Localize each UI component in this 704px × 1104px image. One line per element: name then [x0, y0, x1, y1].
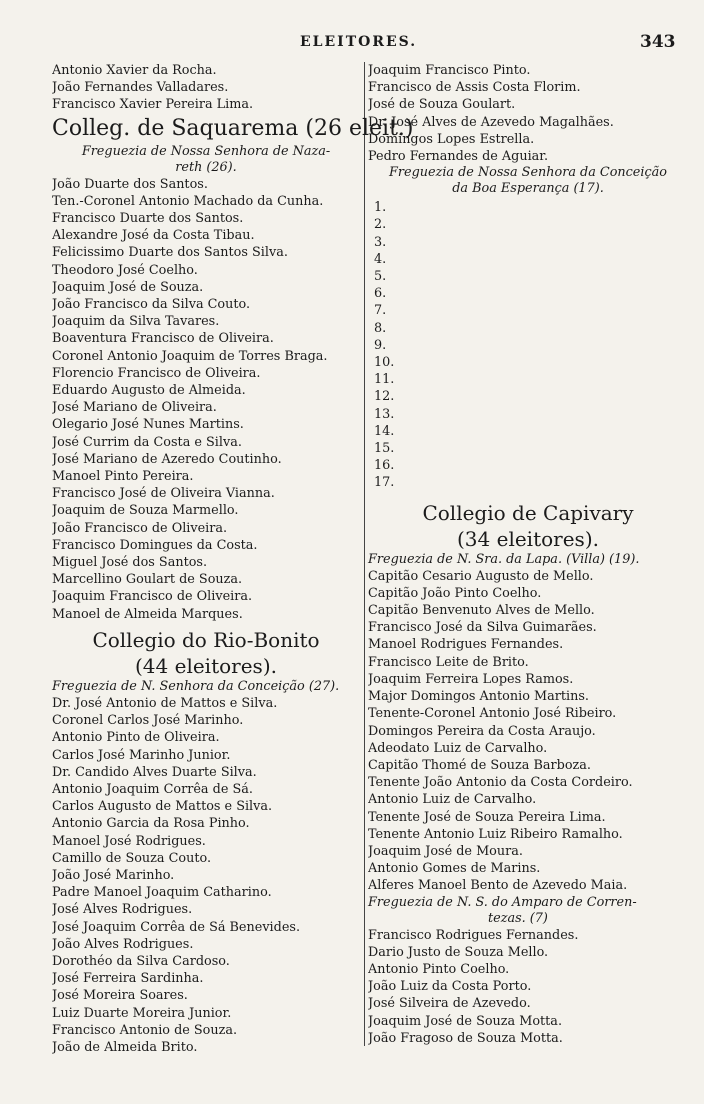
elector-name: Dr. José Alves de Azevedo Magalhães. — [368, 114, 614, 130]
elector-name: Major Domingos Antonio Martins. — [368, 689, 589, 705]
capivary-subtitle: (34 eleitores). — [457, 526, 599, 551]
riobonito-subtitle: (44 eleitores). — [135, 653, 277, 678]
elector-name: Alferes Manoel Bento de Azevedo Maia. — [368, 878, 628, 894]
elector-name: José Silveira de Azevedo. — [368, 996, 531, 1012]
elector-name: Joaquim de Souza Marmello. — [52, 503, 239, 519]
elector-name: Joaquim Francisco de Oliveira. — [52, 589, 253, 605]
running-title: ELEITORES. — [300, 34, 418, 50]
elector-name: Domingos Lopes Estrella. — [368, 131, 535, 147]
elector-name: José Currim da Costa e Silva. — [52, 434, 242, 450]
elector-number: 6. — [374, 286, 387, 302]
elector-name: José Mariano de Oliveira. — [52, 400, 217, 416]
elector-name: Francisco Domingues da Costa. — [52, 537, 258, 553]
elector-name: Miguel José dos Santos. — [52, 555, 208, 571]
right-intro-list — [368, 62, 688, 165]
elector-name: José Alves Rodrigues. — [52, 902, 193, 918]
elector-name: Joaquim José de Moura. — [368, 843, 523, 859]
boaesperanca-freguezia-2: da Boa Esperança (17). — [452, 181, 604, 197]
elector-name: Antonio Gomes de Marins. — [368, 861, 541, 877]
right-column — [368, 62, 688, 1047]
elector-name: Tenente-Coronel Antonio José Ribeiro. — [368, 706, 617, 722]
elector-name: João de Almeida Brito. — [52, 1039, 198, 1055]
correntezas-elector-list — [368, 927, 688, 1047]
elector-number: 8. — [374, 320, 387, 336]
elector-name: João Francisco da Silva Couto. — [52, 297, 251, 313]
elector-name: João Fragoso de Souza Motta. — [368, 1030, 563, 1046]
elector-name: Adeodato Luiz de Carvalho. — [368, 740, 548, 756]
elector-name: Felicissimo Duarte dos Santos Silva. — [52, 245, 288, 261]
riobonito-title: Collegio do Rio-Bonito — [92, 627, 320, 652]
elector-name: Francisco José da Silva Guimarães. — [368, 620, 597, 636]
elector-name: Florencio Francisco de Oliveira. — [52, 365, 261, 381]
elector-name: Boaventura Francisco de Oliveira. — [52, 331, 274, 347]
elector-name: Manoel Pinto Pereira. — [52, 469, 194, 485]
elector-name: Coronel Carlos José Marinho. — [52, 713, 244, 729]
riobonito-elector-list — [52, 695, 360, 1056]
elector-name: Antonio Xavier da Rocha. — [52, 63, 217, 78]
saquarema-freguezia-1: Freguezia de Nossa Senhora de Naza- — [81, 143, 331, 159]
capivary-freguezia: Freguezia de N. Sra. da Lapa. (Villa) (19). — [368, 551, 640, 567]
elector-name: Pedro Fernandes de Aguiar. — [368, 149, 549, 165]
elector-name: Carlos José Marinho Junior. — [52, 747, 231, 763]
elector-name: Francisco Rodrigues Fernandes. — [368, 927, 579, 943]
capivary-title: Collegio de Capivary — [422, 500, 634, 525]
correntezas-freguezia-1: Freguezia de N. S. do Amparo de Corren- — [368, 894, 637, 910]
left-intro-list — [52, 62, 360, 114]
elector-name: Antonio Luiz de Carvalho. — [368, 792, 537, 808]
elector-name: Dr. Candido Alves Duarte Silva. — [52, 764, 257, 780]
page-header — [0, 30, 704, 54]
boaesperanca-number-list — [368, 199, 688, 491]
elector-name: Padre Manoel Joaquim Catharino. — [52, 885, 272, 901]
elector-name: Ten.-Coronel Antonio Machado da Cunha. — [52, 193, 324, 209]
elector-number: 2. — [374, 217, 387, 233]
elector-number: 13. — [374, 406, 395, 422]
elector-number: 7. — [374, 303, 387, 319]
elector-name: Alexandre José da Costa Tibau. — [52, 228, 255, 244]
elector-name: Antonio Joaquim Corrêa de Sá. — [52, 781, 253, 797]
elector-name: Francisco de Assis Costa Florim. — [368, 80, 581, 96]
elector-name: José de Souza Goulart. — [368, 97, 516, 113]
elector-name: Francisco Leite de Brito. — [368, 654, 529, 670]
elector-name: Joaquim Ferreira Lopes Ramos. — [368, 671, 574, 687]
elector-name: Manoel José Rodrigues. — [52, 833, 206, 849]
elector-name: João Alves Rodrigues. — [52, 936, 194, 952]
elector-name: Joaquim da Silva Tavares. — [52, 314, 220, 330]
elector-number: 14. — [374, 423, 395, 439]
elector-name: Theodoro José Coelho. — [52, 262, 198, 278]
elector-name: Camillo de Souza Couto. — [52, 850, 212, 866]
elector-number: 10. — [374, 355, 395, 371]
elector-name: Carlos Augusto de Mattos e Silva. — [52, 799, 273, 815]
elector-name: Antonio Garcia da Rosa Pinho. — [52, 816, 250, 832]
elector-name: Marcellino Goulart de Souza. — [52, 572, 243, 588]
elector-number: 16. — [374, 458, 395, 474]
elector-name: João Francisco de Oliveira. — [52, 520, 228, 536]
elector-name: Joaquim Francisco Pinto. — [368, 63, 531, 78]
elector-name: Joaquim José de Souza. — [52, 279, 204, 295]
saquarema-title: Colleg. de Saquarema (26 eleit.) — [52, 115, 414, 141]
elector-name: Joaquim José de Souza Motta. — [368, 1013, 563, 1029]
elector-name: Luiz Duarte Moreira Junior. — [52, 1005, 232, 1021]
elector-name: José Mariano de Azeredo Coutinho. — [52, 451, 282, 467]
elector-name: Domingos Pereira da Costa Araujo. — [368, 723, 596, 739]
elector-name: Eduardo Augusto de Almeida. — [52, 383, 246, 399]
elector-number: 9. — [374, 337, 387, 353]
elector-name: Manoel Rodrigues Fernandes. — [368, 637, 564, 653]
capivary-elector-list — [368, 568, 688, 895]
saquarema-freguezia-2: reth (26). — [175, 159, 237, 175]
elector-number: 11. — [374, 372, 395, 388]
elector-name: Francisco José de Oliveira Vianna. — [52, 486, 275, 502]
elector-name: Olegario José Nunes Martins. — [52, 417, 244, 433]
elector-name: Dorothéo da Silva Cardoso. — [52, 953, 230, 969]
riobonito-freguezia: Freguezia de N. Senhora da Conceição (27). — [52, 678, 340, 694]
elector-number: 4. — [374, 251, 387, 267]
elector-name: Capitão Benvenuto Alves de Mello. — [368, 603, 595, 619]
elector-number: 12. — [374, 389, 395, 405]
elector-name: Tenente José de Souza Pereira Lima. — [368, 809, 606, 825]
elector-name: Antonio Pinto Coelho. — [368, 961, 510, 977]
elector-name: Francisco Antonio de Souza. — [52, 1022, 238, 1038]
elector-name: José Joaquim Corrêa de Sá Benevides. — [52, 919, 301, 935]
elector-name: Antonio Pinto de Oliveira. — [52, 730, 220, 746]
column-divider — [364, 62, 365, 1046]
elector-name: Francisco Duarte dos Santos. — [52, 211, 244, 227]
elector-number: 15. — [374, 441, 395, 457]
correntezas-freguezia-2: tezas. (7) — [488, 910, 548, 926]
elector-name: João Duarte dos Santos. — [52, 176, 208, 192]
elector-name: Francisco Xavier Pereira Lima. — [52, 97, 254, 113]
elector-name: Dario Justo de Souza Mello. — [368, 944, 549, 960]
elector-name: Dr. José Antonio de Mattos e Silva. — [52, 695, 278, 711]
elector-name: João José Marinho. — [52, 867, 175, 883]
elector-name: Capitão João Pinto Coelho. — [368, 585, 542, 601]
elector-name: João Fernandes Valladares. — [52, 80, 229, 96]
elector-name: Capitão Cesario Augusto de Mello. — [368, 568, 594, 584]
elector-name: José Ferreira Sardinha. — [52, 971, 204, 987]
saquarema-elector-list — [52, 176, 360, 623]
boaesperanca-freguezia-1: Freguezia de Nossa Senhora da Conceição — [389, 165, 667, 181]
elector-name: Capitão Thomé de Souza Barboza. — [368, 757, 591, 773]
elector-number: 5. — [374, 269, 387, 285]
elector-number: 17. — [374, 475, 395, 491]
elector-name: Tenente João Antonio da Costa Cordeiro. — [368, 775, 633, 791]
elector-number: 3. — [374, 234, 387, 250]
elector-name: Manoel de Almeida Marques. — [52, 606, 243, 622]
elector-name: Coronel Antonio Joaquim de Torres Braga. — [52, 348, 328, 364]
elector-name: José Moreira Soares. — [52, 988, 188, 1004]
elector-number: 1. — [374, 200, 387, 216]
elector-name: João Luiz da Costa Porto. — [368, 979, 532, 995]
elector-name: Tenente Antonio Luiz Ribeiro Ramalho. — [368, 826, 623, 842]
page-number: 343 — [640, 32, 676, 52]
